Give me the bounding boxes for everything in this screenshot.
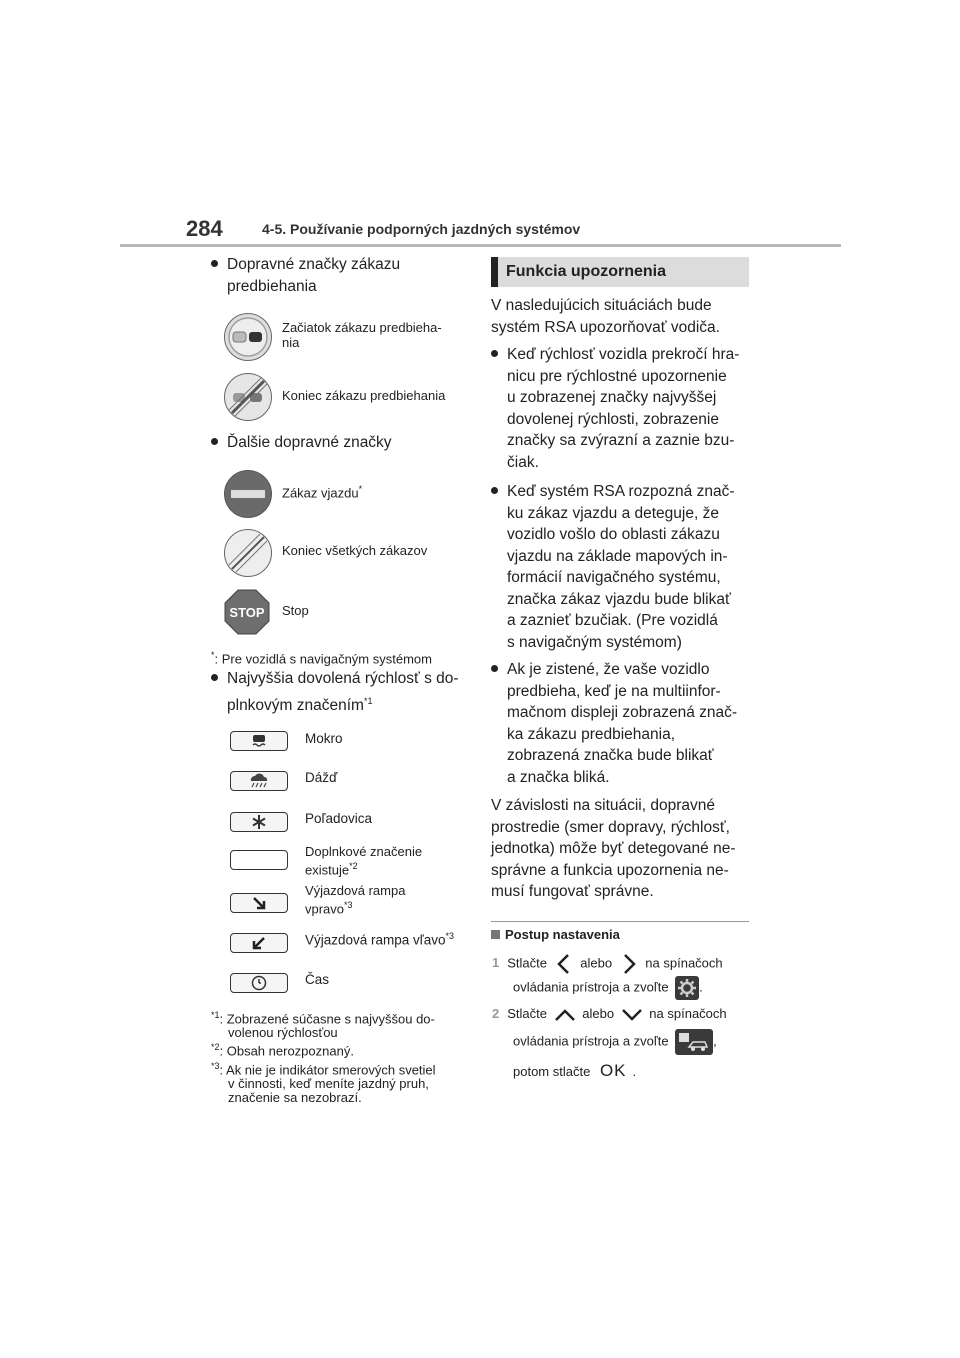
footnotes: $^{*1}$: Zobrazené súčasne s najvyššou do- volenou rýchlosťou $^{*2}$: Obsah nerozpoznaný. $^{*3}$: Ak nie je indikátor smerových svetiel v činnosti, keď meníte jazdný pruh, značenie sa nezobrazí. bbox=[211, 1010, 436, 1105]
footnote-navigation: *: Pre vozidlá s navigačným systémom bbox=[211, 650, 432, 667]
plate-wet-label: Mokro bbox=[305, 731, 343, 746]
bullet-dot bbox=[211, 260, 218, 267]
rain-cloud-icon bbox=[230, 771, 288, 791]
step-1: 1 Stlačte alebo na spínačoch bbox=[492, 953, 723, 975]
divider bbox=[491, 921, 749, 922]
section-heading: Funkcia upozornenia bbox=[491, 257, 749, 287]
gear-icon bbox=[675, 976, 699, 1000]
bullet-overtaking-signs: Dopravné značky zákazu predbiehania bbox=[211, 254, 400, 298]
step-1-cont: ovládania prístroja a zvoľte . bbox=[513, 976, 703, 1000]
bullet-speed-limit: Najvyššia dovolená rýchlosť s do- plnkovým značením$^{*1}$ bbox=[211, 668, 459, 717]
plate-ice-label: Poľadovica bbox=[305, 811, 372, 826]
snowflake-icon bbox=[230, 812, 288, 832]
step-2-cont: ovládania prístroja a zvoľte , bbox=[513, 1029, 717, 1055]
sign3-label: Zákaz vjazdu* bbox=[282, 484, 363, 501]
bullet-other-signs: Ďalšie dopravné značky bbox=[211, 432, 392, 454]
step-2: 2 Stlačte alebo na spínačoch bbox=[492, 1006, 727, 1021]
arrow-down-left-icon bbox=[230, 933, 288, 953]
arrow-down-right-icon bbox=[230, 893, 288, 913]
intro-text: V nasledujúcich situáciách bude systém RSA upozorňovať vodiča. bbox=[491, 297, 720, 336]
bullet-overtaking-warning: Ak je zistené, že vaše vozidlo predbieha, keď je na multiinfor- mačnom displeji zobrazená znač- ka zákazu predbiehania, zobrazená značka bude blikať a značka bliká. bbox=[491, 659, 737, 788]
square-bullet-icon bbox=[491, 930, 500, 939]
plate-exit-right-label: Výjazdová rampa vpravo$^{*3}$ bbox=[305, 883, 406, 917]
end-no-overtaking-sign-icon bbox=[224, 373, 272, 421]
bullet-no-entry-warning: Keď systém RSA rozpozná znač- ku zákaz vjazdu a deteguje, že vozidlo vošlo do oblasti zákazu vjazdu na základe mapových in- formácií navigačného systému, značka zákaz vjazdu bude blikať a zaznieť bzučiak. (Pre vozidlá s navigačným systémom) bbox=[491, 481, 734, 653]
ok-button-icon: OK bbox=[599, 1061, 627, 1080]
sign4-label: Koniec všetkých zákazov bbox=[282, 543, 428, 558]
bullet-speed-warning: Keď rýchlosť vozidla prekročí hra- nicu pre rýchlostné upozornenie u zobrazenej značky najvyššej dovolenej rýchlosti, zobrazenie značky sa zvýrazní a zaznie bzu- čiak. bbox=[491, 344, 739, 473]
header-rule bbox=[120, 244, 841, 247]
no-entry-sign-icon bbox=[224, 470, 272, 518]
chevron-up-icon bbox=[554, 1007, 576, 1023]
paragraph-conditions: V závislosti na situácii, dopravné prostredie (smer dopravy, rýchlosť, jednotka) môže byť detegované ne- správne a funkcia upozornenia ne- musí fungovať správne. bbox=[491, 797, 736, 900]
clock-icon bbox=[230, 973, 288, 993]
sign1-label: Začiatok zákazu predbieha- nia bbox=[282, 320, 442, 350]
stop-text: STOP bbox=[229, 605, 265, 620]
chevron-left-icon bbox=[555, 953, 573, 975]
page-number: 284 bbox=[186, 216, 223, 241]
chevron-down-icon bbox=[621, 1007, 643, 1023]
blank-plate-icon bbox=[230, 850, 288, 870]
plate-time-label: Čas bbox=[305, 972, 330, 987]
end-all-restrictions-sign-icon bbox=[224, 529, 272, 577]
wet-road-icon bbox=[230, 731, 288, 751]
car-sign-assist-icon bbox=[675, 1029, 713, 1055]
section-title: 4-5. Používanie podporných jazdných systémov bbox=[262, 221, 581, 237]
sign5-label: Stop bbox=[282, 603, 309, 618]
plate-rain-label: Dážď bbox=[305, 770, 338, 785]
sign2-label: Koniec zákazu predbiehania bbox=[282, 388, 446, 403]
step-2-ok: potom stlačte OK . bbox=[513, 1061, 637, 1080]
no-overtaking-sign-icon bbox=[224, 313, 272, 361]
stop-sign-icon bbox=[224, 589, 270, 635]
plate-unknown-label: Doplnkové značenie existuje$^{*2}$ bbox=[305, 844, 423, 878]
chevron-right-icon bbox=[620, 953, 638, 975]
plate-exit-left-label: Výjazdová rampa vľavo$^{*3}$ bbox=[305, 931, 455, 948]
subheading-settings: Postup nastavenia bbox=[491, 927, 620, 942]
